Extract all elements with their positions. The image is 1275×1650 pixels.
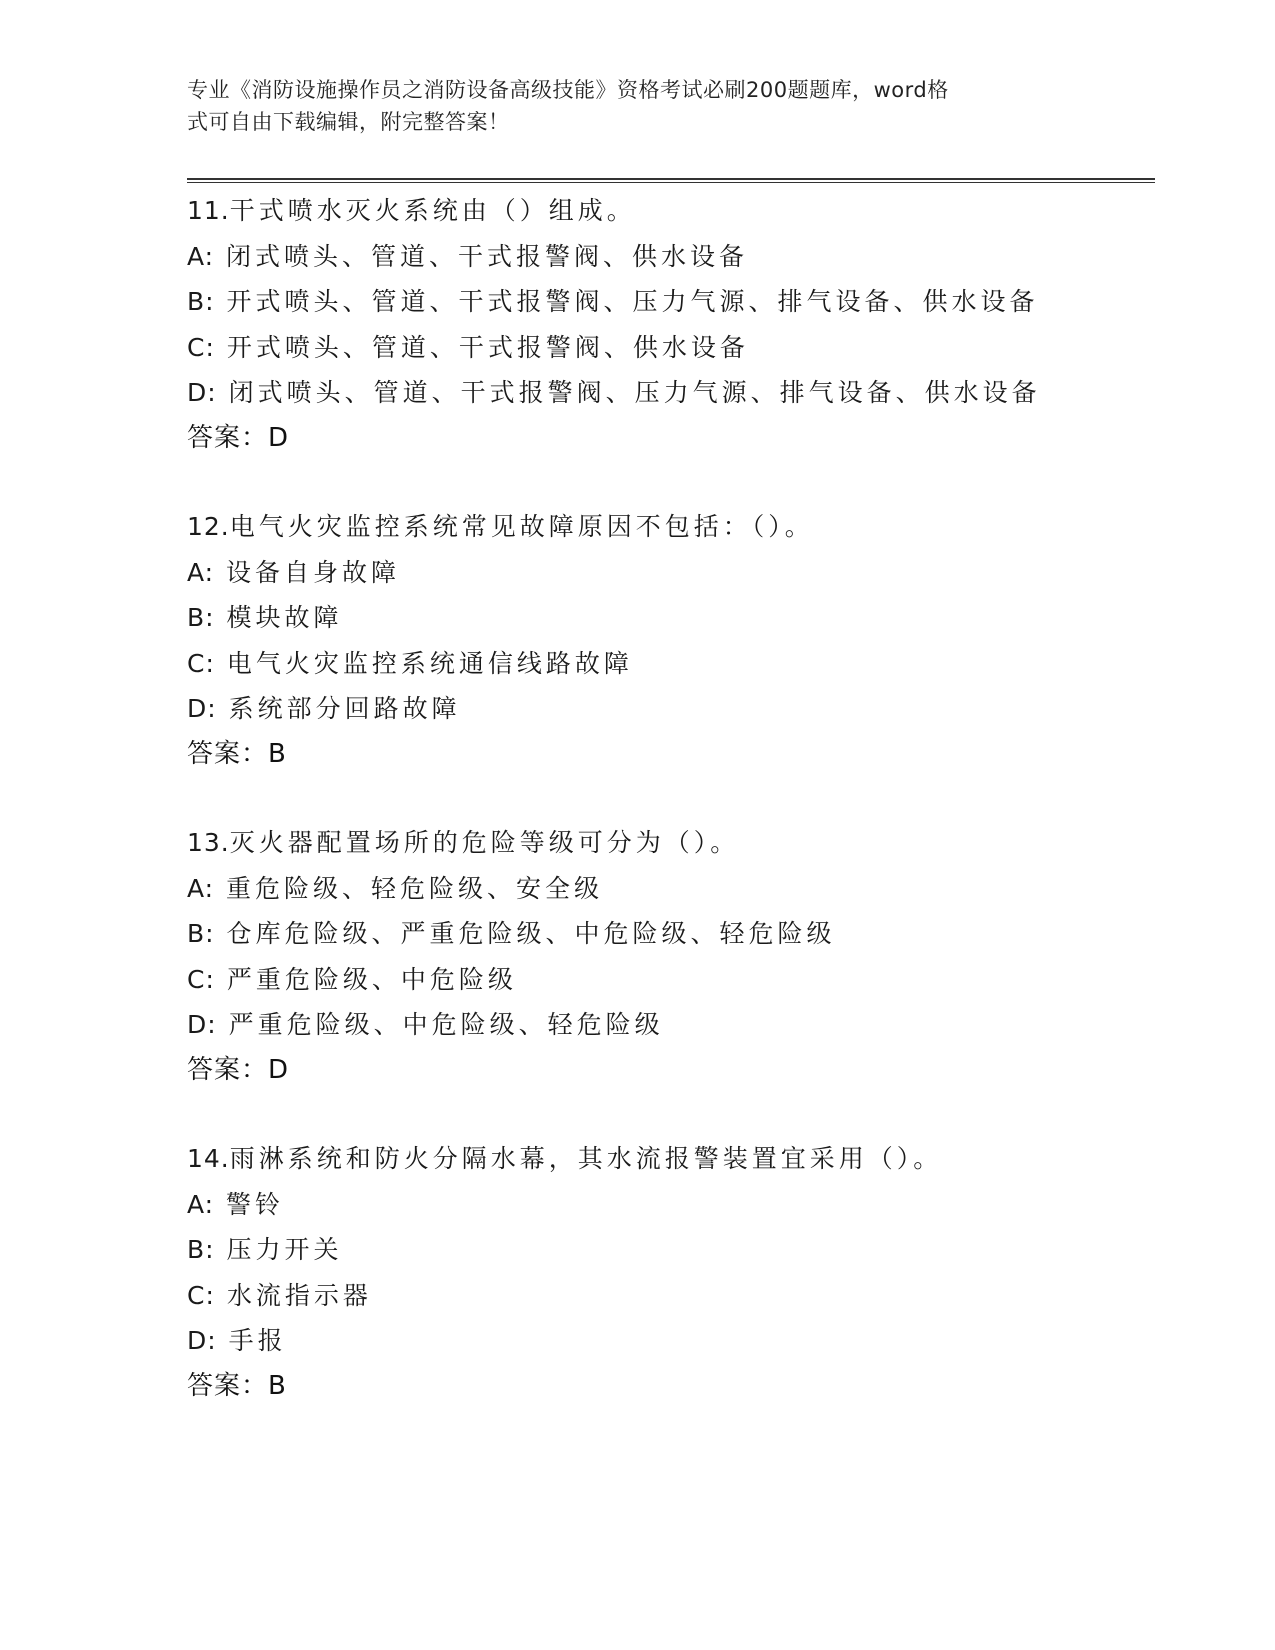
option-letter: D:	[187, 694, 217, 723]
option-letter: A:	[187, 241, 215, 271]
option-c	[187, 325, 1155, 371]
option-text: 电气火灾监控系统通信线路故障	[226, 648, 633, 678]
option-letter: D:	[187, 1326, 217, 1355]
option-text: 闭式喷头、管道、干式报警阀、供水设备	[226, 241, 749, 271]
header-divider	[187, 178, 1155, 183]
option-b	[187, 1227, 1155, 1273]
option-letter: C:	[187, 1280, 215, 1310]
question-stem	[187, 188, 1155, 234]
option-a	[187, 550, 1155, 596]
option-text: 闭式喷头、管道、干式报警阀、压力气源、排气设备、供水设备	[228, 378, 1041, 407]
question-list	[187, 188, 1155, 1452]
question-number: 13.	[187, 828, 230, 857]
option-text: 严重危险级、中危险级	[226, 964, 517, 994]
option-text: 手报	[228, 1326, 287, 1355]
option-text: 开式喷头、管道、干式报警阀、压力气源、排气设备、供水设备	[226, 287, 1039, 316]
document-header	[187, 74, 1067, 138]
question-11	[187, 188, 1155, 461]
question-text: 干式喷水灭火系统由（）组成。	[229, 196, 636, 225]
option-letter: D:	[187, 1010, 217, 1039]
question-number: 14.	[187, 1144, 230, 1173]
question-stem	[187, 820, 1155, 866]
answer-line: 答案：D	[187, 1054, 290, 1085]
question-number: 12.	[187, 512, 230, 541]
option-d	[187, 1318, 1155, 1364]
question-text: 灭火器配置场所的危险等级可分为（）。	[229, 828, 740, 857]
option-text: 水流指示器	[226, 1280, 372, 1310]
option-d	[187, 1002, 1155, 1048]
option-letter: A:	[187, 1189, 215, 1219]
option-text: 压力开关	[226, 1235, 343, 1264]
option-a	[187, 234, 1155, 280]
option-b	[187, 279, 1155, 325]
option-d	[187, 370, 1155, 416]
question-14	[187, 1136, 1155, 1409]
option-a	[187, 1182, 1155, 1228]
option-letter: A:	[187, 557, 215, 587]
option-c	[187, 1273, 1155, 1319]
option-b	[187, 595, 1155, 641]
option-b	[187, 911, 1155, 957]
option-letter: B:	[187, 919, 215, 948]
option-text: 严重危险级、中危险级、轻危险级	[228, 1010, 664, 1039]
option-letter: C:	[187, 332, 215, 362]
answer-line: 答案：B	[187, 1370, 287, 1401]
question-12	[187, 504, 1155, 777]
question-13	[187, 820, 1155, 1093]
question-text: 雨淋系统和防火分隔水幕，其水流报警装置宜采用（）。	[229, 1144, 943, 1173]
question-stem	[187, 1136, 1155, 1182]
option-c	[187, 957, 1155, 1003]
option-letter: D:	[187, 378, 217, 407]
option-letter: C:	[187, 648, 215, 678]
option-letter: A:	[187, 873, 215, 903]
question-number: 11.	[187, 196, 230, 225]
option-text: 警铃	[226, 1189, 285, 1219]
option-letter: B:	[187, 1235, 215, 1264]
option-letter: C:	[187, 964, 215, 994]
option-text: 设备自身故障	[226, 557, 401, 587]
option-text: 模块故障	[226, 603, 343, 632]
option-letter: B:	[187, 287, 215, 316]
option-letter: B:	[187, 603, 215, 632]
option-d	[187, 686, 1155, 732]
option-text: 重危险级、轻危险级、安全级	[226, 873, 604, 903]
option-c	[187, 641, 1155, 687]
question-text: 电气火灾监控系统常见故障原因不包括：（）。	[229, 512, 814, 541]
answer-line: 答案：B	[187, 738, 287, 769]
header-line-2: 式可自由下载编辑，附完整答案！	[187, 110, 510, 134]
option-text: 系统部分回路故障	[228, 694, 461, 723]
answer-line: 答案：D	[187, 422, 290, 453]
option-text: 开式喷头、管道、干式报警阀、供水设备	[226, 332, 749, 362]
option-a	[187, 866, 1155, 912]
header-line-1: 专业《消防设施操作员之消防设备高级技能》资格考试必刷200题题库，word格	[187, 78, 949, 102]
question-stem	[187, 504, 1155, 550]
option-text: 仓库危险级、严重危险级、中危险级、轻危险级	[226, 919, 836, 948]
